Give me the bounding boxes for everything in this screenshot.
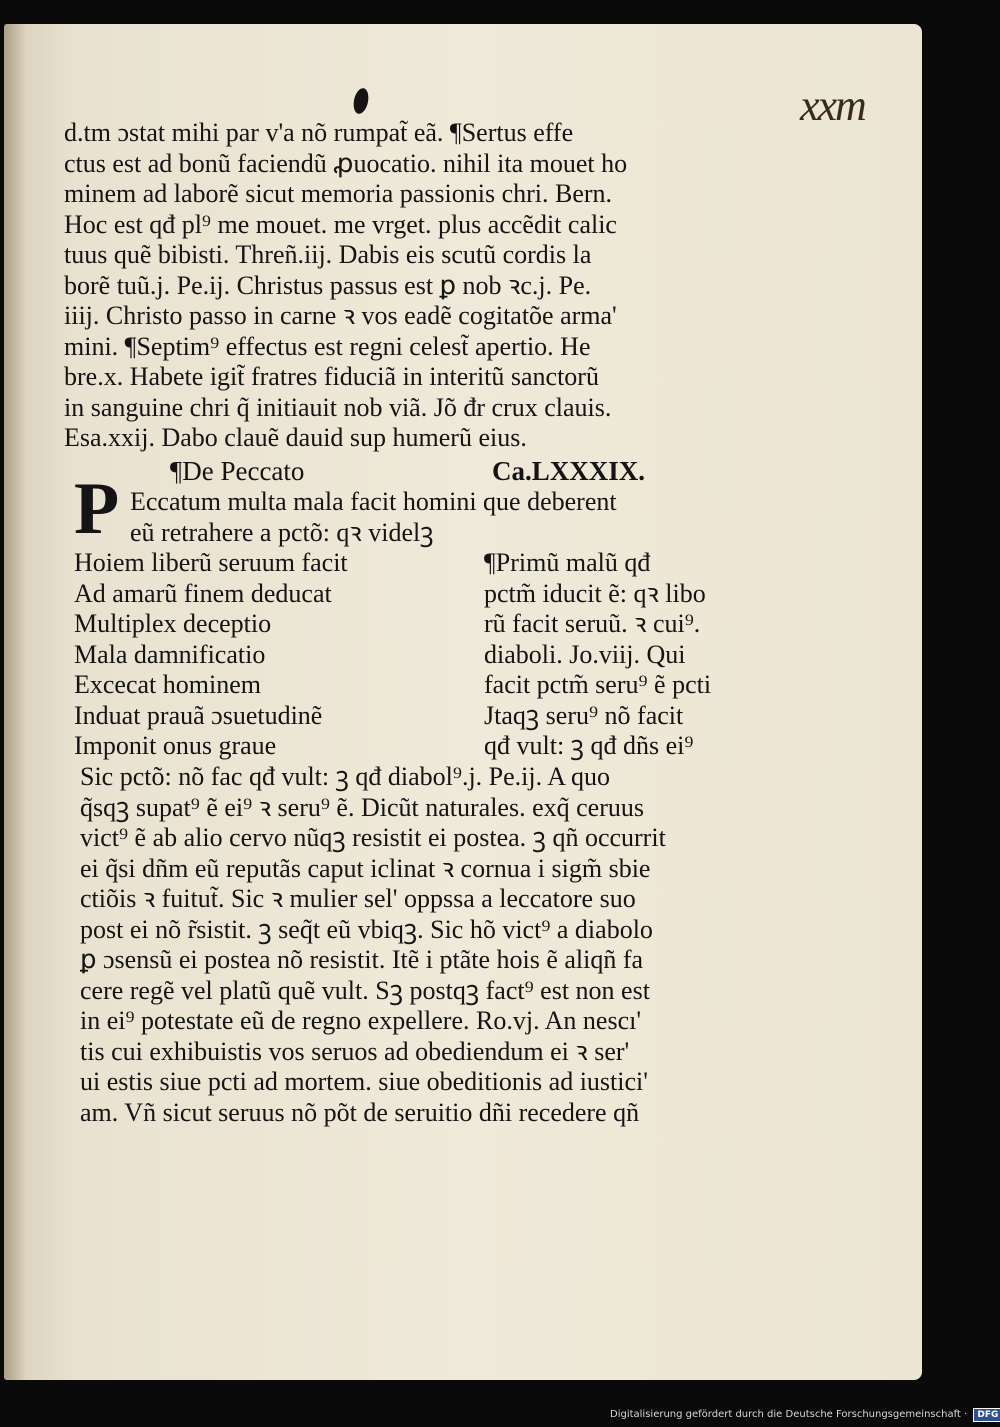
text-line: ui estis siue pcti ad mortem. siue obeditionis ad iustici' (80, 1067, 648, 1096)
text-line: iiij. Christo passo in carne ꝛ vos eadẽ cogitatõe arma' (64, 301, 617, 330)
initial-letter: P (74, 468, 120, 550)
text-line: bre.x. Habete igit̃ fratres fiduciã in interitũ sanctorũ (64, 362, 599, 391)
text-line: mini. ¶Septim⁹ effectus est regni celest̃ apertio. He (64, 331, 591, 361)
text-line: ꝑ ɔsensũ ei postea nõ resistit. Itẽ i ptãte hois ẽ aliqñ fa (80, 945, 644, 974)
text-line: post ei nõ r̃sistit. ꝫ seq̃t eũ vbiqꝫ. Sic hõ vict⁹ a diabolo (80, 914, 653, 944)
text-line: Esa.xxij. Dabo clauẽ dauid sup humerũ eius. (64, 423, 527, 452)
list-item: Hoiem liberũ seruum facit (74, 548, 348, 577)
list-item: Excecat hominem (74, 670, 261, 699)
text-line: ctus est ad bonũ faciendũ ꝓuocatio. nihil ita mouet ho (64, 148, 628, 178)
text-line: d.tm ɔstat mihi par v'a nõ rumpat̃ eã. ¶Sertus effe (64, 118, 574, 147)
text-line: diaboli. Jo.viij. Qui (484, 639, 686, 669)
text-line: Hoc est qđ pl⁹ me mouet. me vrget. plus accẽdit calic (64, 209, 617, 239)
left-column-list (74, 548, 348, 762)
text-line: cere regẽ vel platũ quẽ vult. Sꝫ postqꝫ fact⁹ est non est (80, 975, 650, 1005)
right-column-text (484, 548, 711, 762)
text-line: in sanguine chri q̃ initiauit nob viã. Jõ đr crux clauis. (64, 392, 612, 422)
list-item: Mala damnificatio (74, 639, 266, 669)
chapter-number: Ca.LXXXIX. (492, 456, 646, 486)
text-line: tuus quẽ bibisti. Threñ.iij. Dabis eis scutũ cordis la (64, 240, 592, 269)
list-item: Ad amarũ finem deducat (74, 578, 332, 608)
text-line: in ei⁹ potestate eũ de regno expellere. Ro.vj. An nescı' (80, 1006, 642, 1035)
text-line: pctm̃ iducit ẽ: qꝛ libo (484, 578, 706, 608)
text-block-2 (80, 762, 760, 1128)
text-line: eũ retrahere a pctõ: qꝛ videlꝫ (130, 518, 434, 547)
funding-footer (610, 1408, 1000, 1422)
text-block-1 (64, 118, 754, 454)
chapter-heading (170, 456, 750, 488)
footer-text: Digitalisierung gefördert durch die Deutsche Forschungsgemeinschaft · (610, 1409, 968, 1420)
list-item: Multiplex deceptio (74, 609, 272, 638)
text-line: minem ad laborẽ sicut memoria passionis chri. Bern. (64, 179, 613, 208)
page-gutter-shadow (4, 24, 26, 1380)
text-line: ctiõis ꝛ fuitut̃. Sic ꝛ mulier sel' oppssa a leccatore suo (80, 884, 636, 913)
text-line: Eccatum multa mala facit homini que deberent (130, 487, 617, 516)
list-item: Imponit onus graue (74, 731, 277, 760)
intro-block (130, 486, 617, 548)
list-item: Induat prauã ɔsuetudinẽ (74, 700, 323, 730)
text-line: facit pctm̃ seru⁹ ẽ pcti (484, 670, 712, 699)
text-line: q̃sqꝫ supat⁹ ẽ ei⁹ ꝛ seru⁹ ẽ. Dicũt naturales. exq̃ ceruus (80, 792, 644, 822)
folio-number: ххт (800, 81, 865, 130)
chapter-title: ¶De Peccato (170, 456, 305, 486)
text-line: Sic pctõ: nõ fac qđ vult: ꝫ qđ diabol⁹.j. Pe.ij. A quo (80, 762, 611, 791)
text-line: qđ vult: ꝫ qđ dñs ei⁹ (484, 731, 694, 760)
text-line: tis cui exhibuistis vos seruos ad obediendum ei ꝛ ser' (80, 1036, 630, 1066)
text-line: borẽ tuũ.j. Pe.ij. Christus passus est ꝑ nob ꝛc.j. Pe. (64, 270, 592, 300)
text-line: vict⁹ ẽ ab alio cervo nũqꝫ resistit ei postea. ꝫ qñ occurrit (80, 823, 666, 852)
text-line: Jtaqꝫ seru⁹ nõ facit (484, 700, 684, 730)
text-line: ei q̃si dñm eũ reputãs caput iclinat ꝛ cornua i sigm̃ sbie (80, 853, 651, 883)
dfg-logo: DFG (973, 1408, 1000, 1422)
text-line: am. Vñ sicut seruus nõ põt de seruitio dñi recedere qñ (80, 1097, 640, 1127)
text-line: ¶Primũ malũ qđ (484, 548, 651, 577)
text-line: rũ facit seruũ. ꝛ cui⁹. (484, 609, 701, 638)
